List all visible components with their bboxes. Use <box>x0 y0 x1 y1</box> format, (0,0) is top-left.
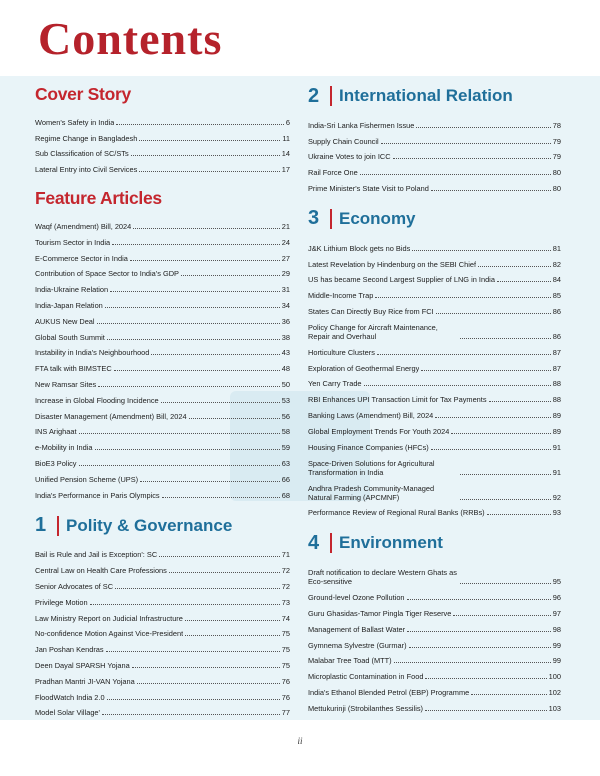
toc-entry <box>35 357 290 373</box>
section-title: Environment <box>339 533 443 553</box>
toc-entry-page: 48 <box>281 364 290 374</box>
dot-leader <box>364 385 551 386</box>
toc-entry-page: 73 <box>281 597 290 607</box>
toc-entry-page: 85 <box>552 291 561 301</box>
environment-heading <box>308 531 561 555</box>
dot-leader <box>412 250 550 251</box>
toc-entry-page: 63 <box>281 458 290 468</box>
toc-entry-page: 95 <box>552 577 561 587</box>
section-number: 1 <box>35 514 47 537</box>
toc-entry <box>35 452 290 468</box>
toc-entry-title: Microplastic Contamination in Food <box>308 672 424 682</box>
toc-entry-title: Malabar Tree Toad (MTT) <box>308 656 392 666</box>
dot-leader <box>79 465 280 466</box>
toc-entry <box>308 452 561 477</box>
toc-entry <box>35 294 290 310</box>
toc-entry-page: 76 <box>281 692 290 702</box>
dot-leader <box>98 386 280 387</box>
toc-entry <box>308 388 561 404</box>
toc-entry-title: Central Law on Health Care Professions <box>35 566 167 576</box>
toc-entry <box>35 436 290 452</box>
toc-entry-title: Tourism Sector in India <box>35 237 111 247</box>
heading-divider <box>330 86 332 106</box>
toc-entry <box>308 284 561 300</box>
toc-entry <box>308 477 561 502</box>
dot-leader <box>107 339 280 340</box>
feature-articles-heading: Feature Articles <box>35 188 162 209</box>
toc-entry <box>308 161 561 177</box>
toc-entry <box>308 420 561 436</box>
toc-entry <box>35 326 290 342</box>
section-number: 3 <box>308 207 320 230</box>
toc-entry-page: 66 <box>281 474 290 484</box>
toc-entry-title: INS Arighaat <box>35 427 77 437</box>
dot-leader <box>489 401 551 402</box>
toc-entry-title: RBI Enhances UPI Transaction Limit for Tax Payments <box>308 395 487 405</box>
dot-leader <box>436 313 551 314</box>
toc-entry-title: Ukraine Votes to join ICC <box>308 152 391 162</box>
toc-entry <box>35 263 290 279</box>
toc-entry-page: 98 <box>552 624 561 634</box>
toc-entry-page: 88 <box>552 379 561 389</box>
toc-entry-page: 34 <box>281 300 290 310</box>
dot-leader <box>115 588 280 589</box>
dot-leader <box>185 620 280 621</box>
dot-leader <box>185 635 280 636</box>
dot-leader <box>102 714 280 715</box>
toc-entry-title: e-Mobility in India <box>35 443 93 453</box>
toc-entry <box>35 591 290 607</box>
dot-leader <box>381 143 551 144</box>
dot-leader <box>181 275 280 276</box>
left-column <box>35 84 290 717</box>
toc-entry-title: No-confidence Motion Against Vice-President <box>35 629 184 639</box>
toc-entry-title: Horticulture Clusters <box>308 347 375 357</box>
toc-entry-title: Model Solar Village' <box>35 708 100 718</box>
section-title: Polity & Governance <box>66 515 233 535</box>
toc-entry <box>308 269 561 285</box>
dot-leader <box>460 338 551 339</box>
toc-entry <box>35 607 290 623</box>
toc-entry-page: 72 <box>281 566 290 576</box>
polity-list <box>35 544 290 718</box>
toc-entry <box>308 130 561 146</box>
toc-entry-title: Management of Ballast Water <box>308 624 406 634</box>
dot-leader <box>106 651 280 652</box>
economy-list <box>308 237 561 517</box>
toc-entry-title: Deen Dayal SPARSH Yojana <box>35 660 130 670</box>
page-number: ii <box>297 736 303 746</box>
dot-leader <box>130 260 280 261</box>
toc-entry <box>308 602 561 618</box>
dot-leader <box>425 678 546 679</box>
economy-heading <box>308 207 561 231</box>
toc-entry-title: Ground-level Ozone Pollution <box>308 593 405 603</box>
toc-entry <box>35 389 290 405</box>
toc-entry-title: Senior Advocates of SC <box>35 581 114 591</box>
toc-entry <box>308 665 561 681</box>
dot-leader <box>139 171 279 172</box>
toc-entry <box>308 146 561 162</box>
toc-entry-title: FloodWatch India 2.0 <box>35 692 105 702</box>
dot-leader <box>189 418 280 419</box>
section-title: International Relation <box>339 86 513 105</box>
toc-entry-title: Latest Revelation by Hindenburg on the SEBI Chief <box>308 259 477 269</box>
toc-entry <box>308 697 561 713</box>
toc-entry-title: BioE3 Policy <box>35 458 77 468</box>
toc-entry <box>35 278 290 294</box>
toc-entry-title: Law Ministry Report on Judicial Infrastructure <box>35 613 183 623</box>
toc-entry-page: 76 <box>281 676 290 686</box>
toc-entry-title: Pradhan Mantri JI-VAN Yojana <box>35 676 135 686</box>
international-heading <box>308 84 561 108</box>
toc-entry-page: 29 <box>281 269 290 279</box>
page-title: Contents <box>38 13 223 64</box>
toc-entry-page: 75 <box>281 645 290 655</box>
environment-list <box>308 561 561 712</box>
toc-entry <box>35 310 290 326</box>
toc-entry-page: 17 <box>281 165 290 175</box>
toc-entry <box>308 404 561 420</box>
toc-entry-page: 53 <box>281 395 290 405</box>
toc-entry <box>308 114 561 130</box>
dot-leader <box>377 354 551 355</box>
toc-entry-title: Yen Carry Trade <box>308 379 362 389</box>
toc-entry-title: Regime Change in Bangladesh <box>35 133 138 143</box>
dot-leader <box>161 402 280 403</box>
toc-entry <box>35 559 290 575</box>
toc-entry-title: J&K Lithium Block gets no Bids <box>308 243 411 253</box>
dot-leader <box>139 140 280 141</box>
toc-entry-page: 27 <box>281 253 290 263</box>
toc-entry <box>35 544 290 560</box>
dot-leader <box>497 281 551 282</box>
polity-heading <box>35 514 290 538</box>
toc-entry <box>35 670 290 686</box>
toc-entry-page: 24 <box>281 237 290 247</box>
toc-entry-page: 89 <box>552 426 561 436</box>
toc-entry-title: India-Japan Relation <box>35 300 103 310</box>
toc-entry-page: 92 <box>552 492 561 502</box>
dot-leader <box>105 307 280 308</box>
toc-entry-page: 88 <box>552 395 561 405</box>
toc-entry <box>308 634 561 650</box>
toc-entry-page: 86 <box>552 306 561 316</box>
dot-leader <box>95 449 280 450</box>
toc-entry-title: Lateral Entry into Civil Services <box>35 165 138 175</box>
toc-entry <box>308 436 561 452</box>
toc-entry <box>308 586 561 602</box>
dot-leader <box>435 417 550 418</box>
toc-entry-page: 36 <box>281 316 290 326</box>
toc-entry-page: 81 <box>552 243 561 253</box>
cover-story-heading: Cover Story <box>35 84 131 104</box>
toc-entry <box>308 177 561 193</box>
dot-leader <box>394 662 551 663</box>
toc-entry-title: Housing Finance Companies (HFCs) <box>308 442 429 452</box>
section-number: 2 <box>308 84 320 107</box>
toc-entry <box>308 650 561 666</box>
dot-leader <box>375 297 550 298</box>
dot-leader <box>478 266 551 267</box>
toc-entry-page: 74 <box>281 613 290 623</box>
toc-entry-title: Contribution of Space Sector to India's GDP <box>35 269 179 279</box>
heading-divider <box>57 516 59 536</box>
dot-leader <box>116 124 284 125</box>
toc-entry-page: 77 <box>281 708 290 718</box>
toc-entry <box>308 237 561 253</box>
toc-entry <box>35 247 290 263</box>
toc-entry <box>308 618 561 634</box>
section-title: Economy <box>339 208 416 228</box>
toc-entry <box>308 253 561 269</box>
toc-entry-page: 97 <box>552 608 561 618</box>
right-column <box>308 84 561 713</box>
heading-divider <box>330 209 332 229</box>
toc-entry <box>35 468 290 484</box>
toc-entry-page: 59 <box>281 443 290 453</box>
toc-entry-page: 80 <box>552 168 561 178</box>
toc-entry-title: Jan Poshan Kendras <box>35 645 104 655</box>
toc-entry-title: US has became Second Largest Supplier of LNG in India <box>308 275 495 285</box>
toc-entry-title: Women's Safety in India <box>35 117 115 127</box>
dot-leader <box>421 370 550 371</box>
toc-entry-title: E-Commerce Sector in India <box>35 253 128 263</box>
toc-entry-page: 6 <box>285 117 290 127</box>
toc-entry <box>308 341 561 357</box>
toc-entry-title: Middle-Income Trap <box>308 291 374 301</box>
dot-leader <box>112 244 280 245</box>
toc-entry-page: 99 <box>552 640 561 650</box>
toc-entry-page: 86 <box>552 331 561 341</box>
dot-leader <box>110 291 280 292</box>
toc-entry-page: 43 <box>281 348 290 358</box>
toc-entry-title: Privilege Motion <box>35 597 88 607</box>
toc-entry-title: Gymnema Sylvestre (Gurmar) <box>308 640 407 650</box>
toc-entry-title: Rail Force One <box>308 168 358 178</box>
toc-entry-page: 14 <box>281 149 290 159</box>
section-number: 4 <box>308 531 320 554</box>
toc-entry-page: 71 <box>281 550 290 560</box>
toc-entry-page: 89 <box>552 410 561 420</box>
toc-entry <box>35 127 290 143</box>
toc-entry <box>35 143 290 159</box>
toc-entry <box>35 373 290 389</box>
toc-entry <box>35 638 290 654</box>
toc-entry <box>308 561 561 586</box>
toc-entry-title: Bail is Rule and Jail is Exception': SC <box>35 550 158 560</box>
toc-entry-page: 68 <box>281 490 290 500</box>
toc-entry-page: 91 <box>552 467 561 477</box>
toc-entry-title: Banking Laws (Amendment) Bill, 2024 <box>308 410 434 420</box>
toc-entry-title: India-Sri Lanka Fishermen Issue <box>308 120 415 130</box>
toc-entry <box>308 373 561 389</box>
toc-entry <box>35 575 290 591</box>
toc-entry-title: Exploration of Geothermal Energy <box>308 363 420 373</box>
toc-entry-page: 58 <box>281 427 290 437</box>
toc-entry-page: 79 <box>552 152 561 162</box>
dot-leader <box>132 667 280 668</box>
cover-story-list <box>35 111 290 174</box>
toc-entry-title: Space-Driven Solutions for Agricultural Transformation in India <box>308 458 435 477</box>
toc-entry-title: Andhra Pradesh Community-Managed Natural Farming (APCMNF) <box>308 483 435 502</box>
toc-entry-page: 87 <box>552 347 561 357</box>
toc-entry-title: Global Employment Trends For Youth 2024 <box>308 426 450 436</box>
dot-leader <box>114 370 280 371</box>
toc-entry <box>308 502 561 518</box>
toc-entry <box>35 405 290 421</box>
dot-leader <box>460 474 551 475</box>
toc-entry-title: Sub Classification of SC/STs <box>35 149 129 159</box>
toc-entry-title: States Can Directly Buy Rice from FCI <box>308 306 434 316</box>
heading-divider <box>330 533 332 553</box>
dot-leader <box>409 647 551 648</box>
toc-entry-page: 87 <box>552 363 561 373</box>
toc-entry-page: 96 <box>552 593 561 603</box>
toc-entry-page: 38 <box>281 332 290 342</box>
dot-leader <box>159 556 280 557</box>
toc-entry-page: 99 <box>552 656 561 666</box>
toc-entry-title: Guru Ghasidas-Tamor Pingla Tiger Reserve <box>308 608 452 618</box>
toc-entry-page: 21 <box>281 221 290 231</box>
dot-leader <box>131 155 280 156</box>
toc-entry-page: 75 <box>281 660 290 670</box>
toc-entry <box>308 316 561 341</box>
toc-entry <box>35 421 290 437</box>
dot-leader <box>416 127 550 128</box>
dot-leader <box>425 710 547 711</box>
toc-entry <box>35 111 290 127</box>
toc-entry-title: Prime Minister's State Visit to Poland <box>308 183 429 193</box>
dot-leader <box>471 694 546 695</box>
dot-leader <box>487 514 551 515</box>
toc-entry-page: 78 <box>552 120 561 130</box>
toc-entry <box>35 686 290 702</box>
dot-leader <box>137 683 280 684</box>
dot-leader <box>162 497 280 498</box>
toc-entry-title: Draft notification to declare Western Ghats as Eco-sensitive <box>308 568 457 587</box>
toc-entry-page: 91 <box>552 442 561 452</box>
toc-entry <box>35 702 290 718</box>
dot-leader <box>97 323 280 324</box>
toc-entry-title: India's Performance in Paris Olympics <box>35 490 160 500</box>
toc-entry-title: Instability in India's Neighbourhood <box>35 348 150 358</box>
toc-entry-title: Policy Change for Aircraft Maintenance, Repair and Overhaul <box>308 322 438 341</box>
dot-leader <box>407 599 551 600</box>
toc-entry <box>308 357 561 373</box>
toc-entry-title: New Ramsar Sites <box>35 379 97 389</box>
toc-entry-page: 79 <box>552 136 561 146</box>
toc-entry-title: India's Ethanol Blended Petrol (EBP) Programme <box>308 687 470 697</box>
toc-entry <box>35 342 290 358</box>
dot-leader <box>393 158 551 159</box>
dot-leader <box>90 604 280 605</box>
dot-leader <box>451 433 550 434</box>
toc-entry-title: Waqf (Amendment) Bill, 2024 <box>35 221 132 231</box>
dot-leader <box>79 433 280 434</box>
dot-leader <box>360 174 551 175</box>
dot-leader <box>453 615 550 616</box>
toc-entry-title: Unified Pension Scheme (UPS) <box>35 474 139 484</box>
dot-leader <box>431 449 551 450</box>
dot-leader <box>133 228 280 229</box>
toc-entry-title: Disaster Management (Amendment) Bill, 2024 <box>35 411 187 421</box>
toc-entry-page: 31 <box>281 285 290 295</box>
toc-entry <box>35 231 290 247</box>
toc-entry-page: 103 <box>548 703 561 713</box>
international-list <box>308 114 561 193</box>
dot-leader <box>460 583 551 584</box>
toc-entry <box>308 681 561 697</box>
toc-entry-page: 11 <box>282 133 290 143</box>
toc-entry <box>35 158 290 174</box>
toc-entry-title: Supply Chain Council <box>308 136 379 146</box>
toc-entry-page: 100 <box>548 672 561 682</box>
toc-entry-title: Global South Summit <box>35 332 105 342</box>
dot-leader <box>169 572 280 573</box>
toc-entry-page: 50 <box>281 379 290 389</box>
dot-leader <box>107 699 280 700</box>
toc-entry-page: 84 <box>552 275 561 285</box>
toc-entry-page: 75 <box>281 629 290 639</box>
toc-entry-title: FTA talk with BIMSTEC <box>35 364 112 374</box>
toc-entry-title: Mettukurinji (Strobilanthes Sessilis) <box>308 703 424 713</box>
toc-entry-page: 80 <box>552 183 561 193</box>
toc-entry <box>35 484 290 500</box>
toc-entry <box>35 654 290 670</box>
toc-entry <box>308 300 561 316</box>
toc-entry-title: AUKUS New Deal <box>35 316 95 326</box>
toc-entry-page: 93 <box>552 508 561 518</box>
dot-leader <box>151 354 279 355</box>
toc-entry <box>35 215 290 231</box>
toc-entry-page: 102 <box>548 687 561 697</box>
toc-entry-page: 72 <box>281 581 290 591</box>
dot-leader <box>407 631 551 632</box>
toc-entry-title: Performance Review of Regional Rural Banks (RRBs) <box>308 508 485 518</box>
feature-articles-list <box>35 215 290 499</box>
toc-entry-title: Increase in Global Flooding Incidence <box>35 395 159 405</box>
dot-leader <box>140 481 280 482</box>
toc-entry <box>35 623 290 639</box>
toc-entry-page: 56 <box>281 411 290 421</box>
toc-entry-title: India-Ukraine Relation <box>35 285 109 295</box>
dot-leader <box>431 190 551 191</box>
toc-entry-page: 82 <box>552 259 561 269</box>
dot-leader <box>460 499 551 500</box>
